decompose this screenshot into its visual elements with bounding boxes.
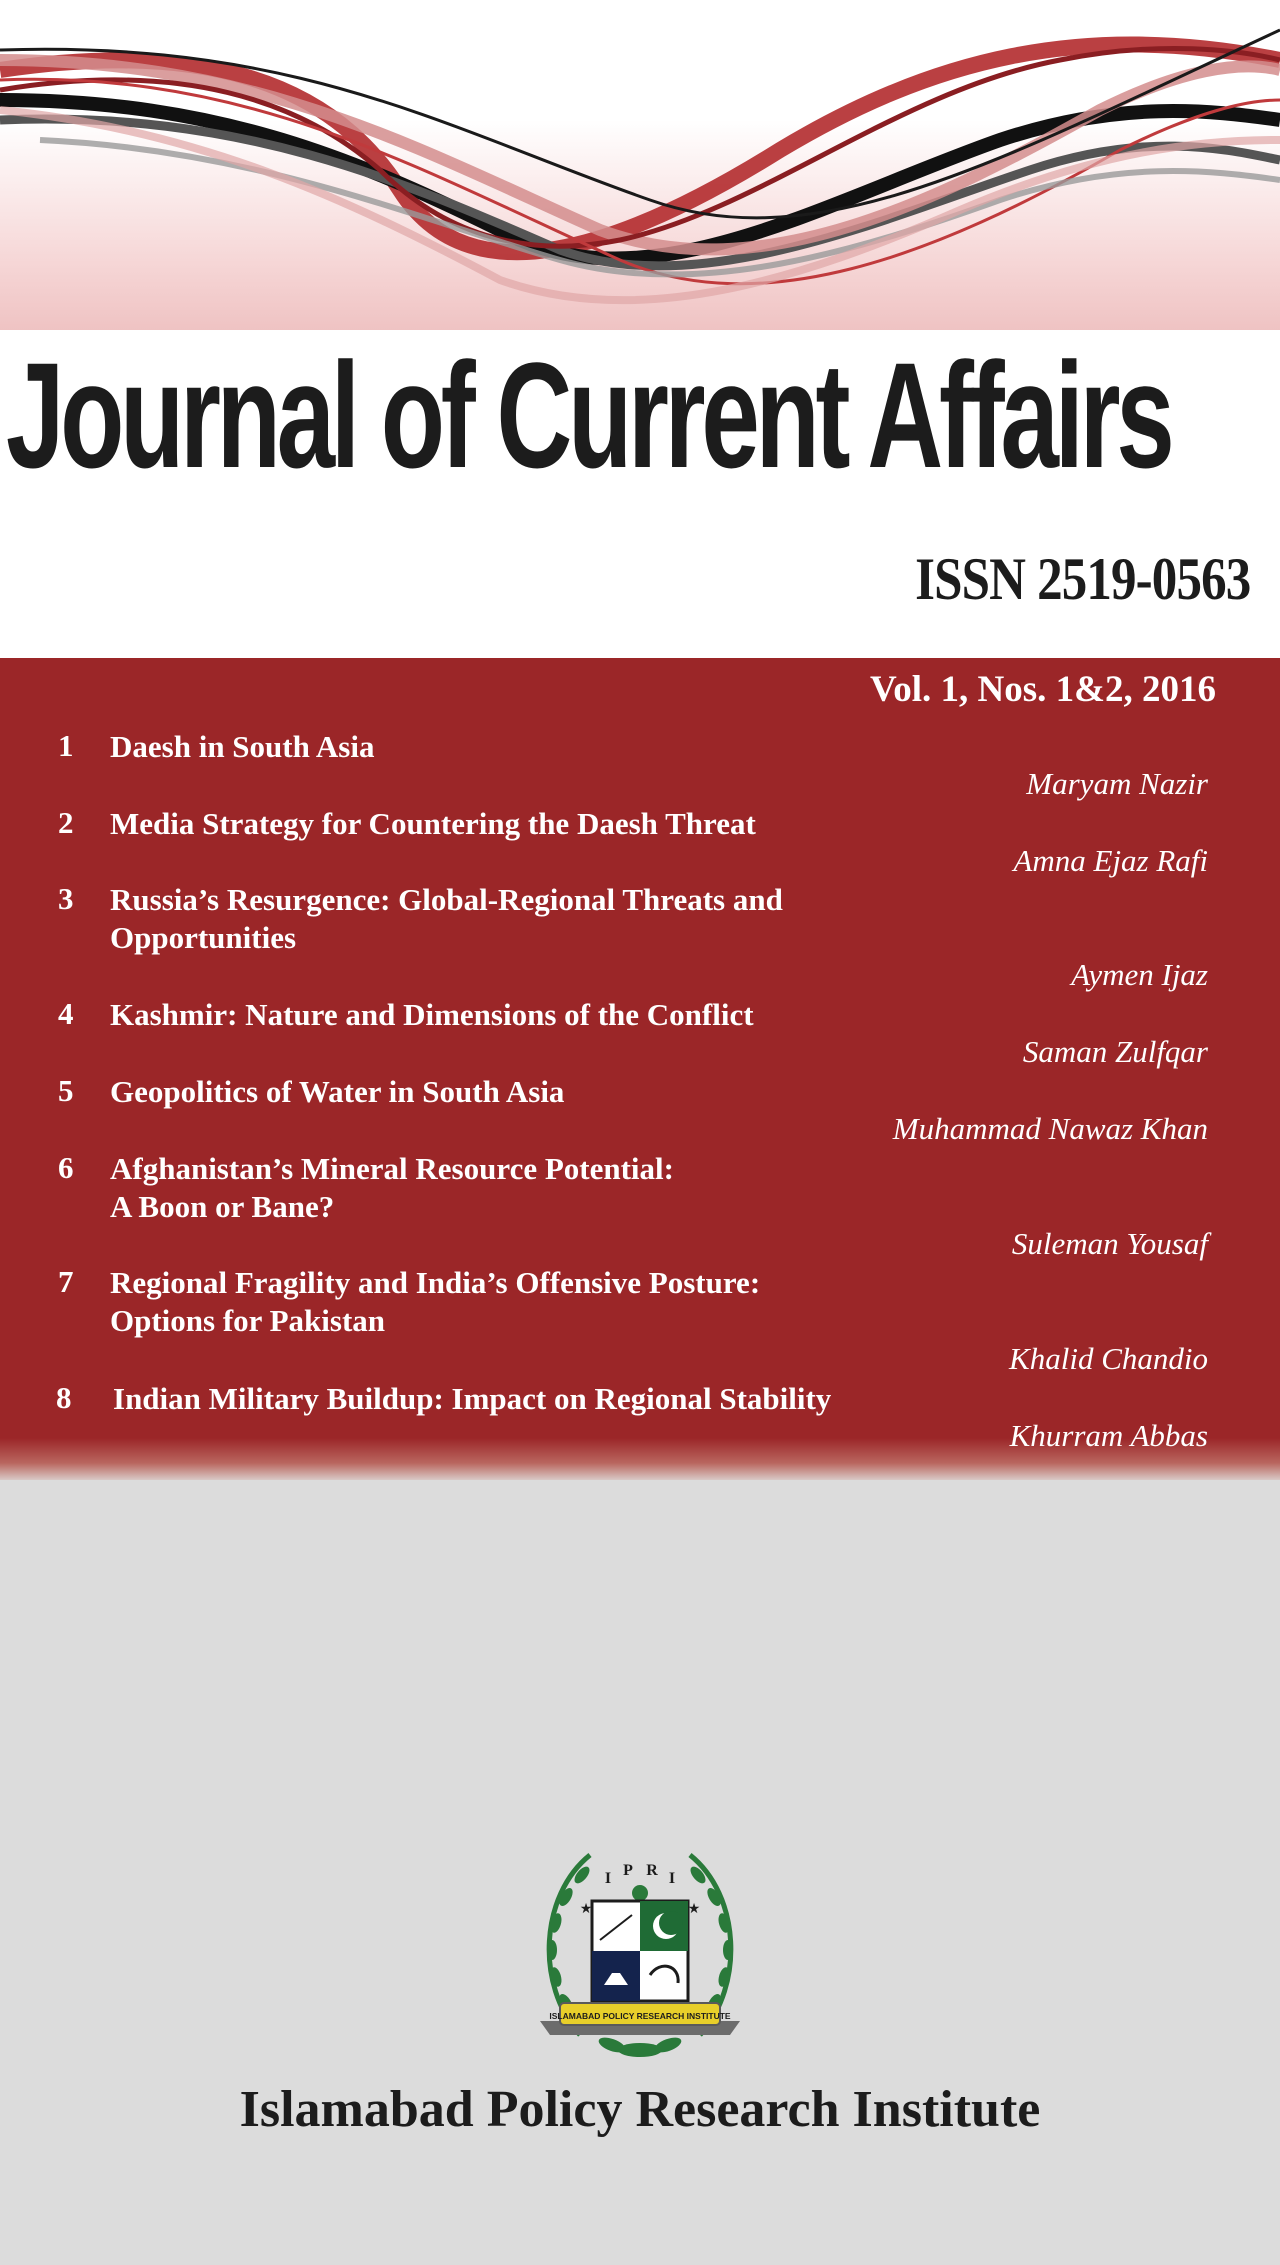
article-title: Indian Military Buildup: Impact on Regional Stability — [113, 1381, 832, 1416]
issn-number: ISSN 2519-0563 — [914, 546, 1250, 612]
ipri-logo — [520, 1835, 760, 2075]
article-author: Amna Ejaz Rafi — [1013, 843, 1208, 878]
article-title: Geopolitics of Water in South Asia — [110, 1074, 565, 1109]
article-author: Khurram Abbas — [1009, 1418, 1208, 1453]
volume-issue: Vol. 1, Nos. 1&2, 2016 — [869, 669, 1216, 710]
article-title: Russia’s Resurgence: Global-Regional Threats and Opportunities — [110, 882, 783, 955]
article-author: Aymen Ijaz — [1071, 957, 1208, 992]
article-author: Khalid Chandio — [1009, 1341, 1208, 1376]
article-number: 7 — [58, 1264, 74, 1299]
article-number: 4 — [58, 996, 74, 1031]
logo-letter: P — [623, 1862, 633, 1879]
article-number: 2 — [58, 805, 74, 840]
svg-text:★: ★ — [687, 1902, 701, 1917]
logo-letter: I — [668, 1870, 676, 1887]
article-title: Media Strategy for Countering the Daesh Threat — [110, 806, 756, 841]
article-number: 6 — [58, 1150, 74, 1185]
article-number: 8 — [56, 1380, 72, 1415]
decorative-waves — [0, 0, 1280, 330]
svg-text:★: ★ — [579, 1902, 593, 1917]
logo-letter: R — [646, 1862, 658, 1879]
institute-name: Islamabad Policy Research Institute — [239, 2081, 1041, 2138]
logo-ribbon-text: ISLAMABAD POLICY RESEARCH INSTITUTE — [549, 2011, 731, 2021]
article-number: 3 — [58, 881, 74, 916]
article-author: Suleman Yousaf — [1011, 1226, 1208, 1261]
article-author: Maryam Nazir — [1026, 766, 1208, 801]
article-title: Daesh in South Asia — [110, 729, 375, 764]
article-title: Kashmir: Nature and Dimensions of the Conflict — [110, 997, 754, 1032]
logo-letter: I — [604, 1870, 612, 1887]
article-title: Afghanistan’s Mineral Resource Potential: A Boon or Bane? — [110, 1151, 674, 1224]
journal-title: Journal of Current Affairs — [6, 331, 1171, 499]
article-number: 5 — [58, 1073, 74, 1108]
globe-icon — [632, 1885, 648, 1901]
article-author: Muhammad Nawaz Khan — [892, 1111, 1208, 1146]
article-title: Regional Fragility and India’s Offensive Posture: Options for Pakistan — [110, 1265, 761, 1338]
article-author: Saman Zulfqar — [1022, 1034, 1208, 1069]
article-number: 1 — [58, 728, 74, 763]
